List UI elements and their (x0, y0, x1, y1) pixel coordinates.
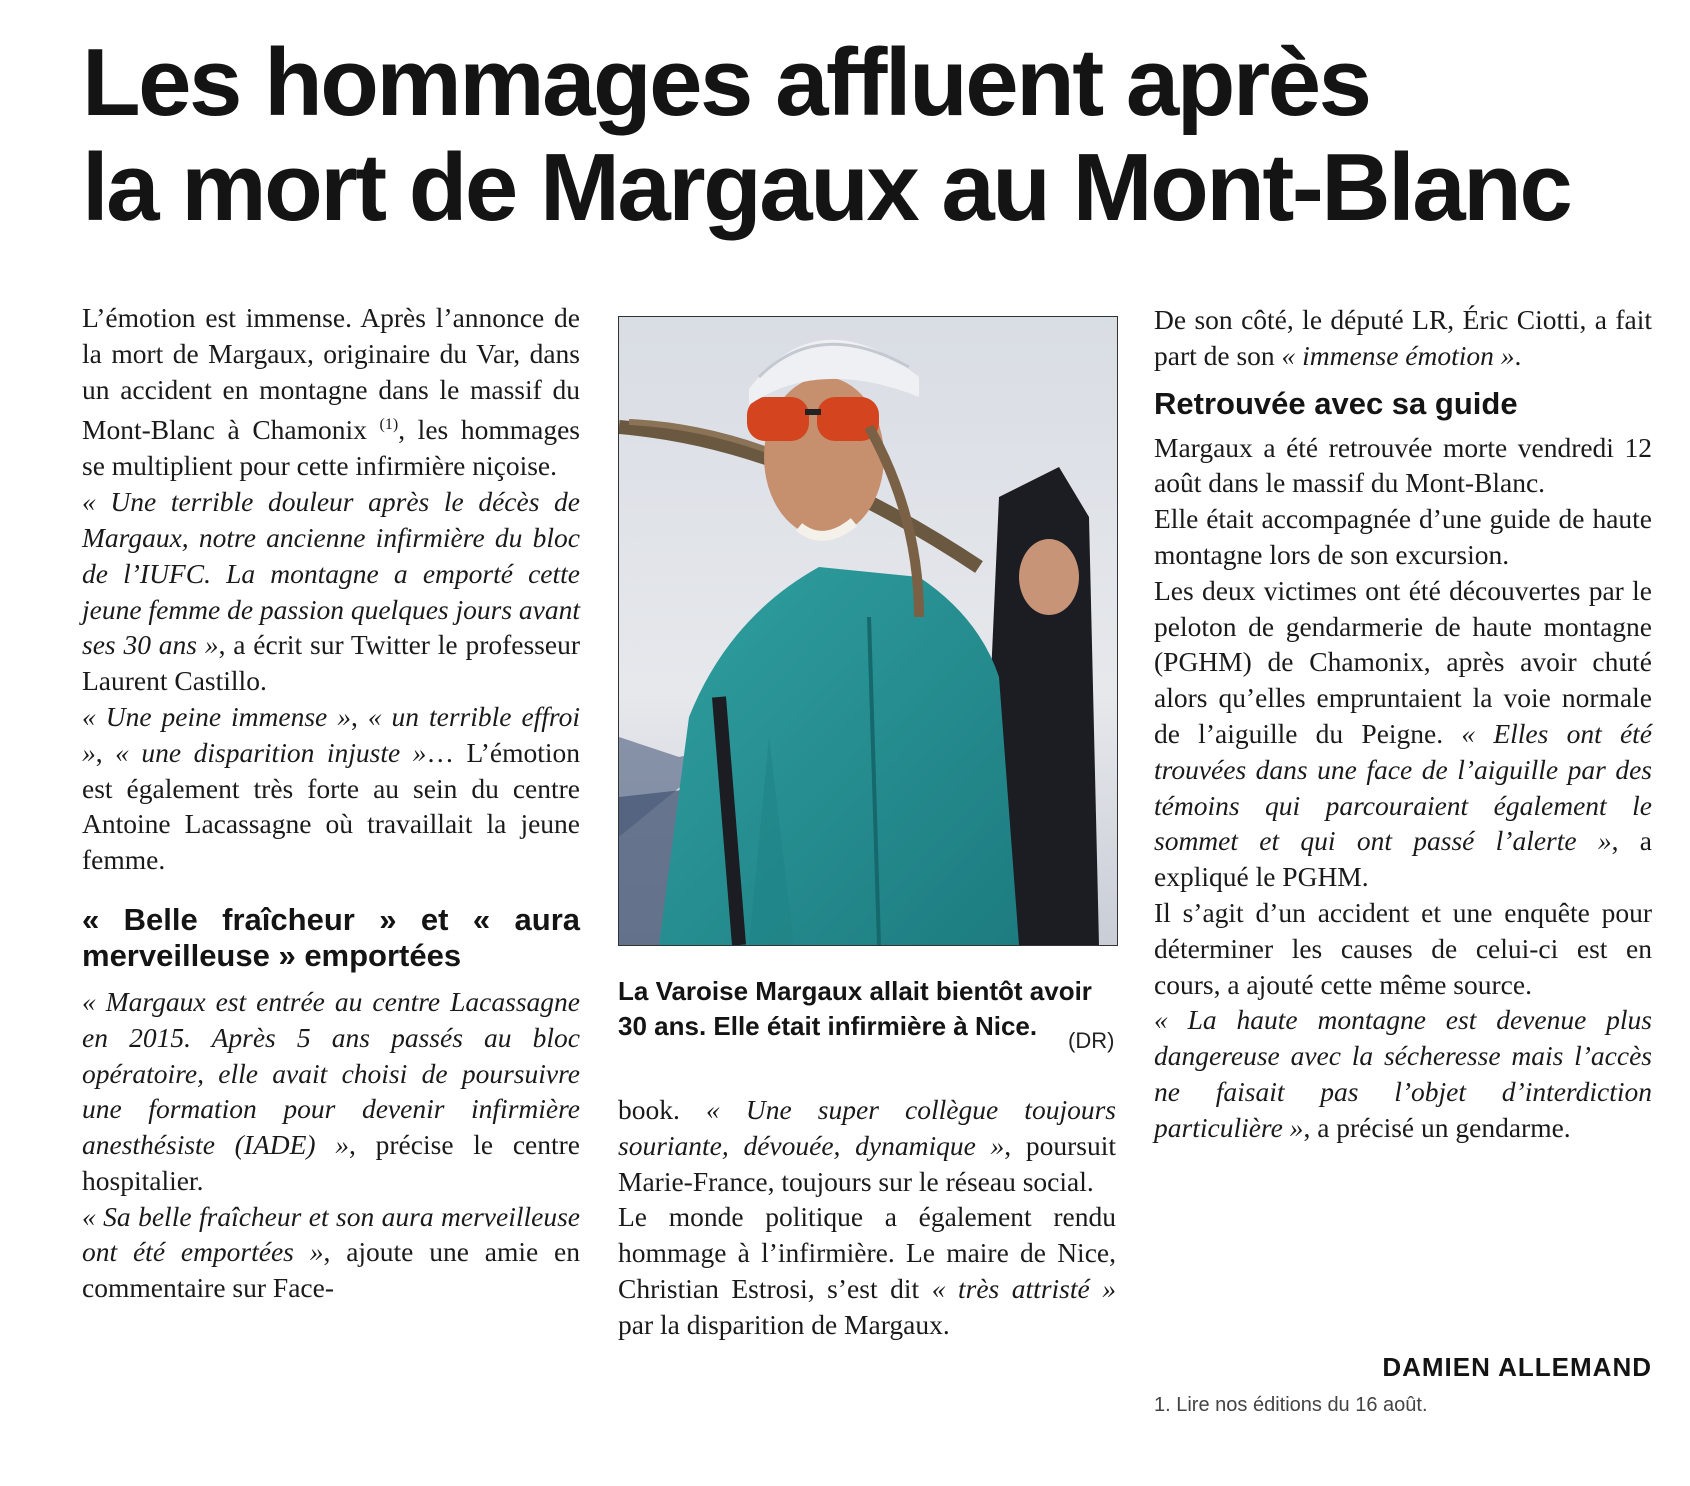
text: par la disparition de Margaux. (618, 1308, 950, 1340)
quote: « La haute montagne est devenue plus dangereuse avec la sécheresse mais l’accès ne faisait pas l’objet d’interdiction particulière » (1154, 1004, 1652, 1143)
quote: « Margaux est entrée au centre Lacassagne en 2015. Après 5 ans passés au bloc opératoire, elle avait choisi de poursuivre une formation pour devenir infirmière anesthésiste (IADE) » (82, 985, 580, 1161)
text: , poursuit Marie-France, toujours sur le réseau social. (618, 1129, 1116, 1197)
climber-photo-illustration (619, 317, 1117, 945)
headline (82, 30, 1642, 240)
byline: DAMIEN ALLEMAND (1382, 1352, 1652, 1382)
paragraph-enquete: Il s’agit d’un accident et une enquête pour déterminer les causes de celui-ci est en cours, a ajouté cette même source. (1154, 896, 1652, 1000)
quote: « Une peine immense » (82, 700, 351, 732)
quote: « Elles ont été trouvées dans une face de l’aiguille par des témoins qui parcouraient également le sommet et qui ont passé l’alerte » (1154, 717, 1652, 857)
paragraph-guide: Elle était accompagnée d’une guide de haute montagne lors de son excursion. (1154, 503, 1652, 570)
paragraph-lacassagne (82, 984, 580, 1199)
quote: « une disparition injuste » (115, 736, 427, 768)
column-1 (82, 300, 580, 1306)
photo-caption: La Varoise Margaux allait bientôt avoir 30 ans. Elle était infirmière à Nice. (618, 976, 1092, 1041)
column-2 (618, 1092, 1116, 1343)
text: , a écrit sur Twitter le professeur Laurent Castillo. (82, 629, 581, 697)
quote: « Une terrible douleur après le décès de Margaux, notre ancienne infirmière du bloc de l’IUFC. La montagne a emporté cette jeune femme de passion quelques jours avant ses 30 ans » (82, 486, 580, 661)
article-photo (618, 316, 1118, 946)
text: , les hommages se multiplient pour cette infirmière niçoise. (82, 414, 580, 482)
paragraph-amie (82, 1199, 580, 1306)
subhead-retrouvee: Retrouvée avec sa guide (1154, 385, 1518, 421)
paragraph-retrouvee: Margaux a été retrouvée morte vendredi 12 août dans le massif du Mont-Blanc. (1154, 431, 1652, 499)
text: , (350, 700, 368, 732)
photo-credit: (DR) (1068, 1028, 1115, 1053)
footnote-ref: (1) (379, 416, 399, 434)
text: L’émotion est immense. Après l’annonce de la mort de Margaux, originaire du Var, dans un accident en montagne dans le massif du Mont-Blanc à Chamonix (82, 302, 580, 446)
paragraph-pghm (1154, 573, 1652, 895)
text: De son côté, le député LR, Éric Ciotti, a fait part de son (1154, 304, 1652, 371)
paragraph-marie-france (618, 1092, 1116, 1199)
text: , a expliqué le PGHM. (1154, 825, 1652, 893)
text: Les deux victimes ont été découvertes par le peloton de gendarmerie de haute montagne (PGHM) de Chamonix, après avoir chuté alors qu’elles empruntaient la voie normale de l’aiguille du Peigne. (1154, 574, 1652, 749)
text: . (1514, 339, 1522, 371)
paragraph-gendarme (1154, 1002, 1652, 1145)
text: … L’émotion est également très forte au sein du centre Antoine Lacassagne où travaillait la jeune femme. (82, 736, 581, 876)
text: Le monde politique a également rendu hommage à l’infirmière. Le maire de Nice, Christian Estrosi, s’est dit (618, 1201, 1116, 1304)
subhead-belle-fraicheur: « Belle fraîcheur » et « aura merveilleuse » emportées (82, 901, 580, 973)
text: , a précisé un gendarme. (1303, 1111, 1571, 1143)
text: , (95, 736, 116, 768)
quote: « un terrible effroi » (82, 700, 581, 768)
paragraph-quote-castillo (82, 484, 580, 699)
quote: « immense émotion » (1281, 339, 1515, 371)
quote: « Une super collègue toujours souriante, dévouée, dynamique » (618, 1094, 1116, 1161)
headline-line-1: Les hommages affluent après (82, 29, 1370, 136)
quote: « Sa belle fraîcheur et son aura merveilleuse ont été emportées » (82, 1200, 580, 1268)
paragraph-intro (82, 300, 580, 484)
column-3 (1154, 302, 1652, 1146)
text: , précise le centre hospitalier. (82, 1129, 580, 1196)
paragraph-ciotti (1154, 302, 1652, 374)
quote: « très attristé » (931, 1272, 1116, 1304)
text: book. (618, 1094, 706, 1125)
headline-line-2: la mort de Margaux au Mont-Blanc (82, 134, 1571, 241)
paragraph-reactions (82, 699, 580, 878)
footnote: 1. Lire nos éditions du 16 août. (1154, 1394, 1428, 1416)
text: , ajoute une amie en commentaire sur Face- (82, 1236, 581, 1304)
paragraph-politique (618, 1199, 1116, 1342)
